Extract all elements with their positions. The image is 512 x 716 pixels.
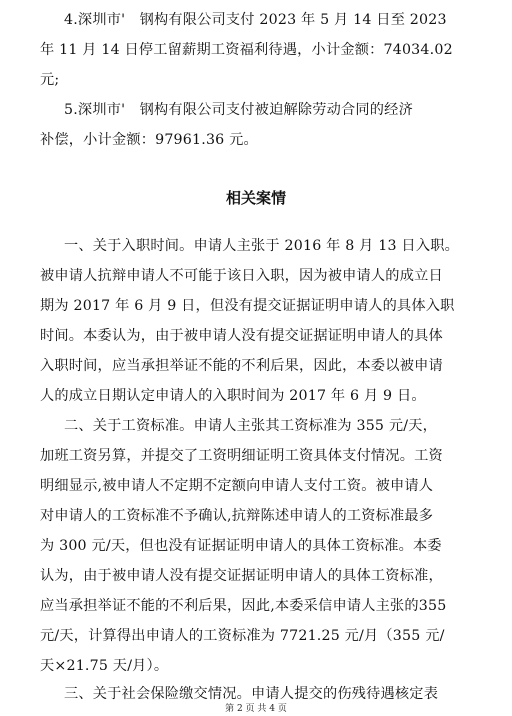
section-heading: 相关案情 <box>225 189 286 207</box>
para-1-line-2 <box>0 266 512 286</box>
para-2-text-3: 明细显示,被申请人不定期不定额向申请人支付工资。被申请人 <box>40 478 434 494</box>
para-1-text-1: 一、关于入职时间。申请人主张于 2016 年 8 月 13 日入职。 <box>64 238 459 254</box>
para-2-text-5: 为 300 元/天，但也没有证据证明申请人的具体工资标准。本委 <box>40 538 442 554</box>
para-1-line-1 <box>0 236 512 256</box>
para-2-text-6: 认为，由于被申请人没有提交证据证明申请人的具体工资标准， <box>40 568 443 584</box>
item-4-text-3: 元; <box>40 72 60 88</box>
para-2-text-1: 二、关于工资标准。申请人主张其工资标准为 355 元/天， <box>64 418 437 434</box>
para-2-text-4: 对申请人的工资标准不予确认,抗辩陈述申请人的工资标准最多 <box>40 508 434 524</box>
para-2-text-7: 应当承担举证不能的不利后果，因此,本委采信申请人主张的355 <box>40 598 447 614</box>
item-5-line-1 <box>0 100 512 120</box>
para-1-text-6: 人的成立日期认定申请人的入职时间为 2017 年 6 月 9 日。 <box>40 388 426 404</box>
para-2-line-3 <box>0 476 512 496</box>
para-1-line-4 <box>0 326 512 346</box>
para-1-line-3 <box>0 296 512 316</box>
para-1-text-2: 被申请人抗辩申请人不可能于该日入职，因为被申请人的成立日 <box>40 268 443 284</box>
para-1-text-3: 期为 2017 年 6 月 9 日，但没有提交证据证明申请人的具体入职 <box>40 298 455 314</box>
item-4-text-2: 年 11 月 14 日停工留薪期工资福利待遇，小计金额：74034.02 <box>40 42 453 58</box>
para-3-text-1: 三、关于社会保险缴交情况。申请人提交的伤残待遇核定表 <box>64 686 439 702</box>
para-2-line-5 <box>0 536 512 556</box>
item-4-line-1 <box>0 10 512 30</box>
item-4-text-1: 4.深圳市' 钢构有限公司支付 2023 年 5 月 14 日至 2023 <box>64 12 447 28</box>
item-4-line-3 <box>0 70 512 90</box>
para-2-text-8: 元/天，计算得出申请人的工资标准为 7721.25 元/月（355 元/ <box>40 628 445 644</box>
para-2-line-7 <box>0 596 512 616</box>
item-4-line-2 <box>0 40 512 60</box>
para-1-text-5: 入职时间，应当承担举证不能的不利后果，因此，本委以被申请 <box>40 358 443 374</box>
para-2-line-2 <box>0 446 512 466</box>
page-number-footer: 第 2 页 共 4 页 <box>225 704 287 714</box>
item-5-line-2 <box>0 130 512 150</box>
para-1-line-6 <box>0 386 512 406</box>
para-2-line-6 <box>0 566 512 586</box>
para-2-text-2: 加班工资另算，并提交了工资明细证明工资具体支付情况。工资 <box>40 448 443 464</box>
para-1-text-4: 时间。本委认为，由于被申请人没有提交证据证明申请人的具体 <box>40 328 443 344</box>
para-1-line-5 <box>0 356 512 376</box>
para-2-line-1 <box>0 416 512 436</box>
para-2-line-4 <box>0 506 512 526</box>
para-2-line-9 <box>0 656 512 676</box>
para-2-text-9: 天×21.75 天/月）。 <box>40 658 169 674</box>
item-5-text-1: 5.深圳市' 钢构有限公司支付被迫解除劳动合同的经济 <box>64 102 413 118</box>
para-3-line-1 <box>0 684 512 704</box>
item-5-text-2: 补偿，小计金额：97961.36 元。 <box>40 132 258 148</box>
para-2-line-8 <box>0 626 512 646</box>
